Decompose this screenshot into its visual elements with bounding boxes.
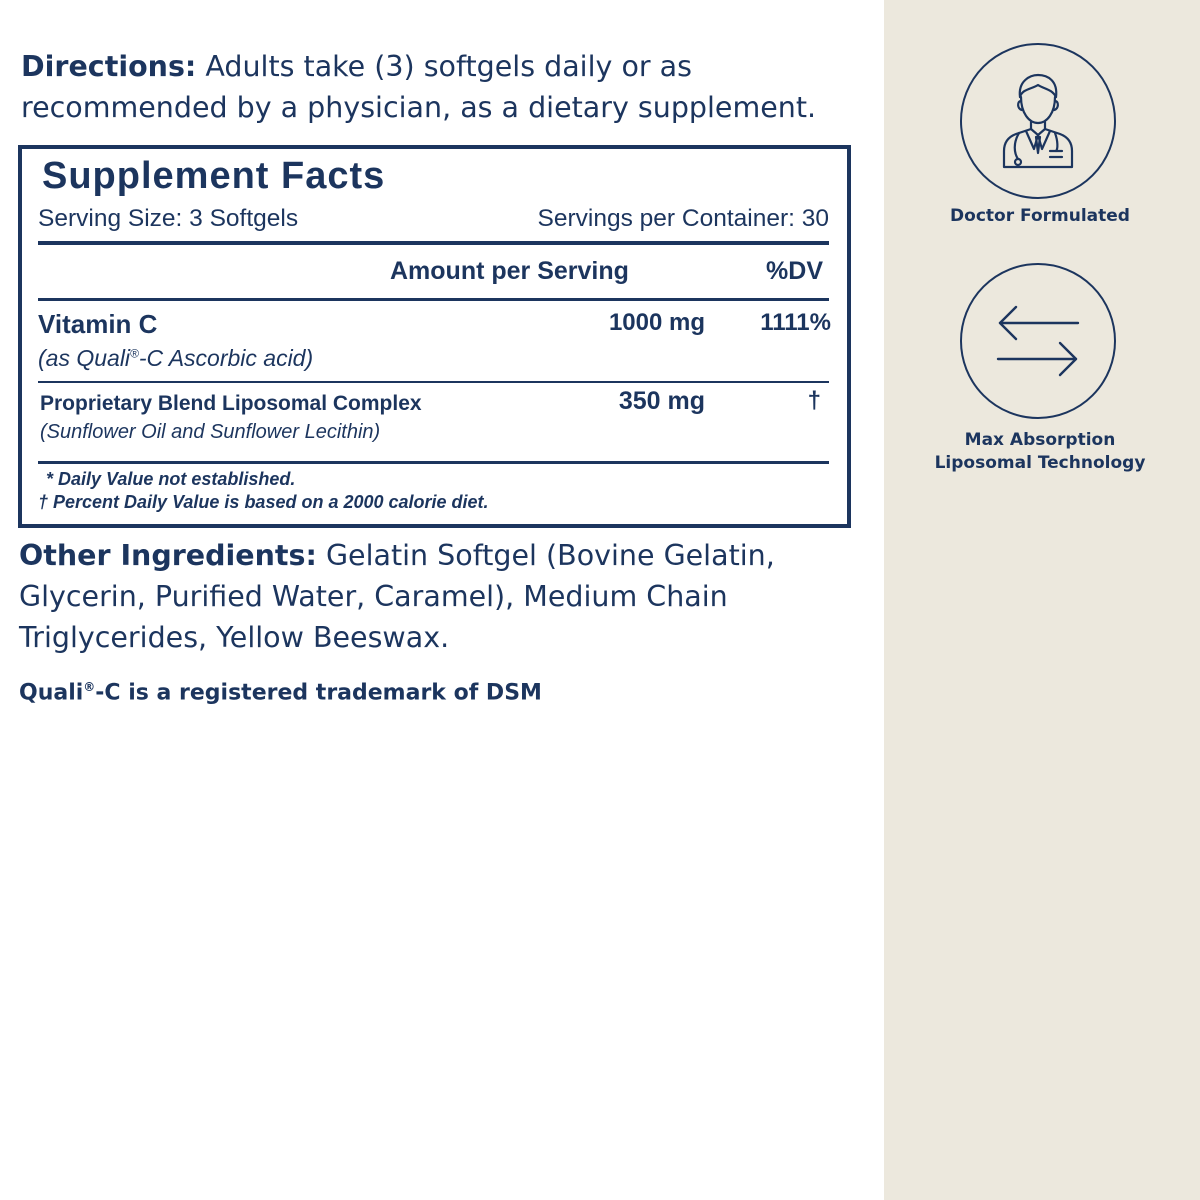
directions-text xyxy=(21,46,871,128)
source-prefix: (as Quali xyxy=(38,345,131,371)
nutrient-source-vitamin-c xyxy=(38,345,313,372)
registered-mark: ® xyxy=(83,680,96,694)
nutrient-name-proprietary-blend: Proprietary Blend Liposomal Complex xyxy=(40,392,422,415)
trademark-suffix: -C is a registered trademark of DSM xyxy=(95,680,542,706)
badge-label-line2: Liposomal Technology xyxy=(934,453,1146,473)
nutrient-source-proprietary-blend: (Sunflower Oil and Sunflower Lecithin) xyxy=(40,421,381,443)
amount-proprietary-blend: 350 mg xyxy=(618,387,705,415)
header-daily-value: %DV xyxy=(766,257,823,285)
other-ingredients-text xyxy=(19,535,869,658)
trademark-notice xyxy=(19,680,542,705)
serving-size: Serving Size: 3 Softgels xyxy=(38,205,299,232)
nutrient-name-vitamin-c: Vitamin C xyxy=(38,309,158,339)
divider-header xyxy=(38,298,829,301)
servings-per-container: Servings per Container: 30 xyxy=(537,205,829,232)
header-amount-per-serving: Amount per Serving xyxy=(390,257,629,285)
doctor-icon xyxy=(988,67,1088,175)
footnote-daily-value: * Daily Value not established. xyxy=(46,469,296,489)
other-ingredients-body: Gelatin Softgel (Bovine Gelatin, Glycerin, Purified Water, Caramel), Medium Chain Triglycerides, Yellow Beeswax. xyxy=(19,539,775,654)
exchange-arrows-icon xyxy=(988,301,1088,381)
trademark-prefix: Quali xyxy=(19,680,84,706)
other-ingredients-label: Other Ingredients: xyxy=(19,539,317,572)
divider-thick xyxy=(38,241,829,245)
divider-row xyxy=(38,381,829,383)
supplement-facts-panel xyxy=(18,145,851,528)
amount-vitamin-c: 1000 mg xyxy=(608,309,705,336)
badge-label-line1: Max Absorption xyxy=(964,430,1116,450)
footnote-percent-dv: † Percent Daily Value is based on a 2000 calorie diet. xyxy=(38,492,489,512)
badge-label-doctor: Doctor Formulated xyxy=(950,206,1130,226)
badge-label-absorption xyxy=(900,429,1180,475)
directions-label: Directions: xyxy=(21,50,197,83)
dv-vitamin-c: 1111% xyxy=(760,309,831,336)
dv-proprietary-blend: † xyxy=(807,387,821,414)
source-suffix: -C Ascorbic acid) xyxy=(138,345,314,371)
registered-mark: ® xyxy=(130,346,139,361)
divider-footer xyxy=(38,461,829,464)
doctor-badge xyxy=(960,43,1116,199)
absorption-badge xyxy=(960,263,1116,419)
facts-title: Supplement Facts xyxy=(42,155,386,197)
directions-body: Adults take (3) softgels daily or as recommended by a physician, as a dietary supplement. xyxy=(21,50,817,124)
